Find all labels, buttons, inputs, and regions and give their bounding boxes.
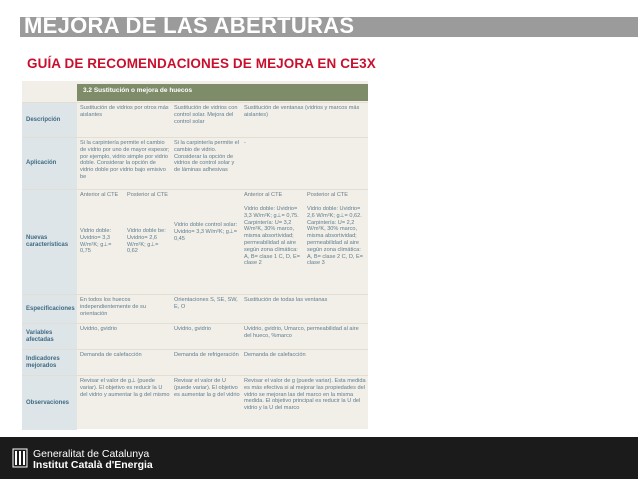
table-section-title: 3.2 Sustitución o mejora de huecos: [83, 87, 193, 94]
cell: Sustitución de todas las ventanas: [244, 297, 328, 303]
cell: Vidrio doble: Uvidrio= 2,6 W/m²K; g⊥= 0,62. Carpintería: U= 2,2 W/m²K, 30% marco, misma absortividad; permeabilidad al aire según zona climática: A, B= clase 2 C, D, E= clase 3: [307, 206, 363, 267]
subheader: Posterior al CTE: [307, 192, 349, 198]
row-especificaciones: [22, 294, 368, 323]
cell: Orientaciones S, SE, SW, E, O: [174, 297, 238, 310]
row-label: Nuevas características: [22, 190, 77, 294]
cell: Revisar el valor de g⊥ (puede variar). El objetivo es reducir la U del vidrio y aumentar la g del mismo: [80, 378, 170, 398]
row-label: Indicadores mejorados: [22, 350, 77, 375]
slide-subtitle: GUÍA DE RECOMENDACIONES DE MEJORA EN CE3X: [27, 56, 376, 71]
row-nuevas-caracteristicas: [22, 189, 368, 294]
row-label: Especificaciones: [22, 295, 77, 323]
subheader: Anterior al CTE: [80, 192, 119, 198]
cell: Revisar el valor de U (puede variar). El objetivo es aumentar la g del vidrio: [174, 378, 240, 398]
cell: Demanda de refrigeración: [174, 352, 239, 358]
cell: Vidrio doble: Uvidrio= 3,3 W/m²K; g⊥= 0,75. Carpintería: U= 3,2 W/m²K, 30% marco, misma absortividad; permeabilidad al aire según zona climática: A, B= clase 1 C, D, E= clase 2: [244, 206, 300, 267]
cell: Uvidrio, gvidrio, Umarco, permeabilidad al aire del hueco, %marco: [244, 326, 359, 339]
row-label: Descripción: [22, 103, 77, 137]
cell: Demanda de calefacción: [80, 352, 142, 358]
subheader: Anterior al CTE: [244, 192, 283, 198]
cell: Si la carpintería permite el cambio de vidrio por uno de mayor espesor; por ejemplo, vidrio simple por vidrio doble. Considerar la opción de vidrio doble por vidrio bajo emisivo be: [80, 140, 170, 180]
cell: Si la carpintería permite el cambio de vidrio. Considerar la opción de vidrios de control solar y de láminas adhesivas: [174, 140, 239, 174]
cell: Uvidrio, gvidrio: [80, 326, 117, 332]
cell: Vidrio doble: Uvidrio= 3,3 W/m²K; g⊥= 0,75: [80, 228, 112, 255]
row-label: Aplicación: [22, 138, 77, 189]
cell: Sustitución de ventanas (vidrios y marcos más aislantes): [244, 105, 360, 118]
cell: Sustitución de vidrios con control solar. Mejora del control solar: [174, 105, 238, 125]
recommendation-table-image: [22, 81, 368, 429]
cell: Sustitución de vidrios por otros más aislantes: [80, 105, 169, 118]
cell: Demanda de calefacción: [244, 352, 306, 358]
table-section-header: [77, 84, 368, 101]
row-label: Variables afectadas: [22, 324, 77, 349]
slide-title: MEJORA DE LAS ABERTURAS: [24, 13, 355, 38]
subheader: Posterior al CTE: [127, 192, 169, 198]
row-descripcion: [22, 102, 368, 137]
row-observaciones: [22, 375, 368, 430]
row-indicadores: [22, 349, 368, 375]
cell: Revisar el valor de g (puede variar). Esta medida es más efectiva si al mejorar las propiedades del vidrio se mejoran las del marco en la misma medida. El objetivo principal es reducir la U del vidrio y la U del marco: [244, 378, 366, 412]
cell: Vidrio doble control solar: Uvidrio= 3,3 W/m²K; g⊥= 0,45: [174, 222, 238, 242]
cell: Vidrio doble be: Uvidrio= 2,6 W/m²K; g⊥= 0,62: [127, 228, 166, 255]
generalitat-logo-icon: [12, 448, 28, 468]
cell: En todos los huecos independientemente de su orientación: [80, 297, 146, 317]
cell: -: [244, 140, 246, 146]
row-aplicacion: [22, 137, 368, 189]
row-variables: [22, 323, 368, 349]
cell: Uvidrio, gvidrio: [174, 326, 211, 332]
row-label: Observaciones: [22, 376, 77, 430]
org-name-line1: Generalitat de Catalunya: [33, 448, 150, 460]
org-name-line2: Institut Català d'Energia: [33, 459, 153, 471]
